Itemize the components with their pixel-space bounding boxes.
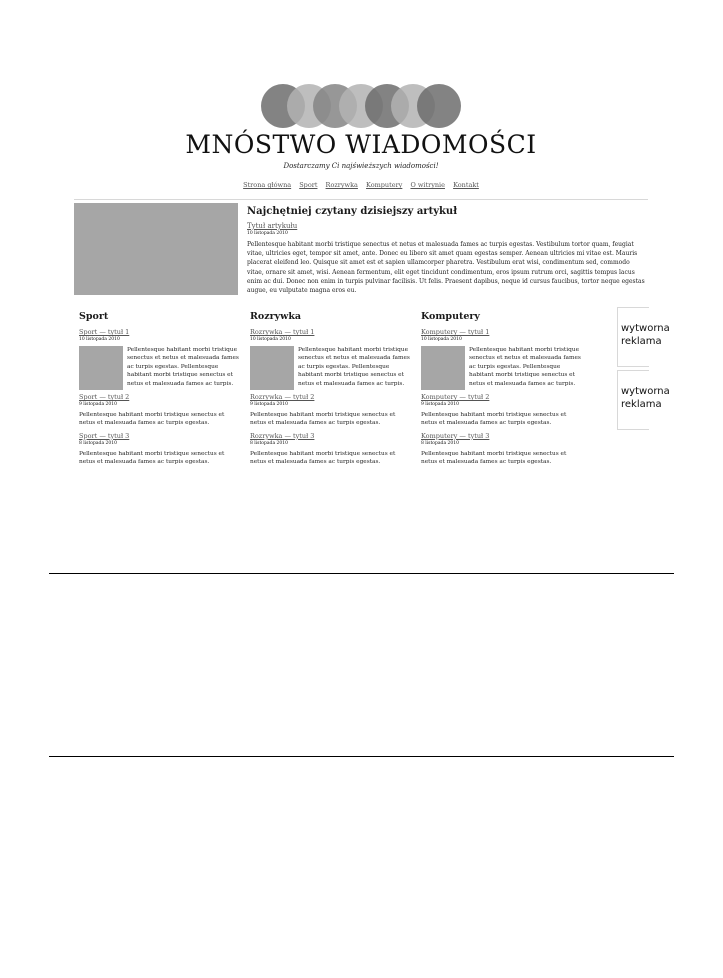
ad-box[interactable] xyxy=(617,307,670,367)
nav-item-sport[interactable]: Sport xyxy=(299,181,318,189)
article-date: 10 listopada 2010 xyxy=(79,337,120,342)
article-link[interactable]: Sport — tytuł 2 xyxy=(79,393,130,401)
article-text: Pellentesque habitant morbi tristique senectus et netus et malesuada fames ac turpis egestas. Pellentesque habitant morbi tristique senectus et netus et malesuada fames ac turpis. xyxy=(469,347,581,387)
column-komputery xyxy=(421,311,581,471)
article-text: Pellentesque habitant morbi tristique senectus et netus et malesuada fames ac turpis egestas. xyxy=(79,412,225,427)
column-sport xyxy=(79,311,239,471)
article-date: 9 listopada 2010 xyxy=(79,402,118,407)
article-text: Pellentesque habitant morbi tristique senectus et netus et malesuada fames ac turpis egestas. xyxy=(79,450,225,466)
article-link[interactable]: Sport — tytuł 3 xyxy=(79,431,130,440)
ad-label: wytworna reklama xyxy=(621,323,670,347)
article-text: Pellentesque habitant morbi tristique senectus et netus et malesuada fames ac turpis egestas. Pellentesque habitant morbi tristique senectus et netus et malesuada fames ac turpis. xyxy=(298,347,410,387)
main-nav xyxy=(74,181,648,189)
article-text: Pellentesque habitant morbi tristique senectus et netus et malesuada fames ac turpis egestas. xyxy=(421,450,567,466)
article-text: Pellentesque habitant morbi tristique senectus et netus et malesuada fames ac turpis egestas. Pellentesque habitant morbi tristique senectus et netus et malesuada fames ac turpis. xyxy=(127,347,239,387)
article-text: Pellentesque habitant morbi tristique senectus et netus et malesuada fames ac turpis egestas. xyxy=(421,412,567,427)
featured-text: Pellentesque habitant morbi tristique senectus et netus et malesuada fames ac turpis egestas. Vestibulum tortor quam, feugiat vitae, ultricies eget, tempor sit amet, ante. Donec eu libero sit amet quam egestas semper. Aenean ultricies mi vitae est. Mauris placerat eleifend leo. Quisque sit amet est et sapien ullamcorper pharetra. Vestibulum erat wisi, condimentum sed, commodo vitae, ornare sit amet, wisi. Aenean fermentum, elit eget tincidunt condimentum, eros ipsum rutrum orci, sagittis tempus lacus enim ac dui. Donec non enim in turpis pulvinar facilisis. Ut felis. Praesent dapibus, neque id cursus faucibus, tortor neque egestas augue, eu vulputate magna eros eu. xyxy=(247,241,645,295)
article-link[interactable]: Sport — tytuł 1 xyxy=(79,328,130,336)
article-link[interactable]: Rozrywka — tytuł 2 xyxy=(250,393,315,401)
nav-item-rozrywka[interactable]: Rozrywka xyxy=(325,181,358,189)
article-thumbnail xyxy=(250,346,294,390)
logo-circles xyxy=(261,84,461,128)
featured-image-placeholder xyxy=(74,203,238,295)
column-heading: Sport xyxy=(79,311,109,322)
column-heading: Komputery xyxy=(421,311,480,322)
column-heading: Rozrywka xyxy=(250,311,302,322)
article-thumbnail xyxy=(79,346,123,390)
site-tagline: Dostarczamy Ci najświeższych wiadomości! xyxy=(283,162,439,170)
nav-item-home[interactable]: Strona główna xyxy=(243,181,292,189)
featured-date: 10 listopada 2010 xyxy=(247,231,288,236)
featured-article xyxy=(247,206,647,295)
header-divider xyxy=(74,199,648,200)
logo-circle xyxy=(417,84,461,128)
nav-item-komputery[interactable]: Komputery xyxy=(366,181,403,189)
article-date: 10 listopada 2010 xyxy=(421,337,462,342)
article-date: 9 listopada 2010 xyxy=(421,402,460,407)
ad-label: wytworna reklama xyxy=(621,386,670,410)
article-date: 8 listopada 2010 xyxy=(250,440,289,446)
featured-heading: Najchętniej czytany dzisiejszy artykuł xyxy=(247,206,458,217)
article-link[interactable]: Komputery — tytuł 2 xyxy=(421,393,490,401)
article-date: 9 listopada 2010 xyxy=(250,402,289,407)
article-date: 8 listopada 2010 xyxy=(79,440,118,446)
site-title: MNÓSTWO WIADOMOŚCI xyxy=(185,130,537,159)
featured-article-link[interactable]: Tytuł artykułu xyxy=(247,222,298,230)
nav-item-contact[interactable]: Kontakt xyxy=(453,181,479,189)
article-with-thumb xyxy=(250,346,410,390)
column-rozrywka xyxy=(250,311,410,471)
article-text: Pellentesque habitant morbi tristique senectus et netus et malesuada fames ac turpis egestas. xyxy=(250,412,396,427)
article-date: 10 listopada 2010 xyxy=(250,337,291,342)
article-link[interactable]: Rozrywka — tytuł 1 xyxy=(250,328,315,336)
article-link[interactable]: Rozrywka — tytuł 3 xyxy=(250,431,315,440)
page-rule-bottom xyxy=(49,756,674,757)
article-link[interactable]: Komputery — tytuł 1 xyxy=(421,328,490,336)
ad-box[interactable] xyxy=(617,370,670,430)
article-thumbnail xyxy=(421,346,465,390)
article-link[interactable]: Komputery — tytuł 3 xyxy=(421,431,490,440)
article-with-thumb xyxy=(79,346,239,390)
article-text: Pellentesque habitant morbi tristique senectus et netus et malesuada fames ac turpis egestas. xyxy=(250,450,396,466)
article-date: 8 listopada 2010 xyxy=(421,440,460,446)
nav-item-about[interactable]: O witrynie xyxy=(410,181,445,189)
article-with-thumb xyxy=(421,346,581,390)
page-rule-top xyxy=(49,573,674,574)
